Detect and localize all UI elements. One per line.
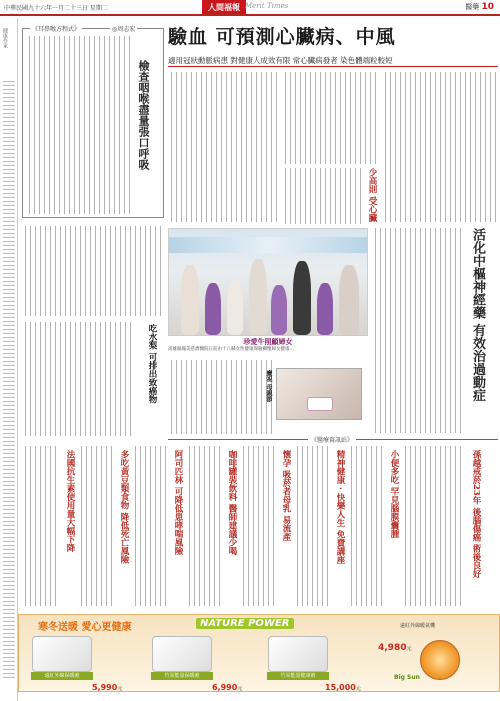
- main-body-text-1: [168, 72, 278, 222]
- photo-person: [317, 283, 333, 335]
- column-author: ◎周志宏: [112, 26, 136, 33]
- photo-banner: [169, 237, 368, 253]
- column-title: 《耳鼻喉方程式》: [32, 26, 81, 33]
- ad-product-image-1: [32, 636, 92, 672]
- antibiotic-headline: 法國抗生素使用量大幅下降: [65, 450, 75, 552]
- page-number: 10: [481, 2, 494, 12]
- photo-person: [181, 265, 199, 335]
- lower-text-2: [78, 446, 114, 606]
- main-body-text-3: [382, 72, 498, 222]
- issue-date: 中華民國九十六年一月二十三日 星期二: [4, 5, 108, 12]
- group-photo: [168, 228, 368, 336]
- ad-product-label-2: 竹炭能量保暖被: [151, 672, 213, 680]
- lower-text-8: [402, 446, 462, 606]
- right-story-headline: 活化中樞神經藥 有效治過動症: [470, 228, 485, 402]
- cake-photo: [276, 368, 362, 420]
- photo-person: [227, 281, 243, 335]
- ad-product-price-1: 5,990元: [92, 683, 123, 692]
- photo-person: [339, 265, 359, 335]
- main-body-text-4: [282, 168, 362, 224]
- heater-image: [420, 640, 460, 680]
- photo-caption: 高雄縣鳳美慈濟醫院日前由十八縣女性健康保險關懷婦女健康…: [168, 347, 294, 352]
- aspirin-headline: 阿司匹林 可降低患哮喘風險: [173, 450, 183, 555]
- column-headline: 檢查咽喉盡量張口呼吸: [137, 60, 150, 170]
- lower-text-3: [132, 446, 168, 606]
- newspaper-logo: 人間福報: [202, 0, 246, 14]
- photo-person: [249, 259, 267, 335]
- kids-headline: 小便多吃 罕見腦膜囊腫: [389, 450, 399, 538]
- lower-text-1: [22, 446, 60, 606]
- main-headline: 驗血 可預測心臟病、中風: [168, 26, 396, 48]
- lower-text-6: [294, 446, 330, 606]
- side-story-headline: 少高則 受心臟: [367, 168, 377, 222]
- section-label: [465, 2, 494, 12]
- pregnancy-headline: 懷孕 吸菸者母乳 易流產: [281, 450, 291, 541]
- ad-product-price-2: 6,990元: [212, 683, 243, 692]
- right-story-text: [372, 228, 464, 433]
- ad-product-price-3: 15,000元: [325, 683, 361, 692]
- left-strip-label: 健康作家: [2, 28, 8, 48]
- ad-brand: NATURE POWER: [196, 618, 294, 629]
- section-name: 醫藥: [465, 3, 480, 11]
- section-title: 《醫療資訊站》: [308, 435, 356, 444]
- coffee-headline: 咖啡罐裝飲料 醫師建議少喝: [227, 450, 237, 555]
- cake: [307, 397, 333, 411]
- column-body-text: [26, 36, 130, 214]
- ad-heater-price: 4,980元: [378, 643, 412, 653]
- ad-brand-stamp: Big Sun: [394, 674, 420, 681]
- middle-text-1: [168, 360, 272, 434]
- lower-text-5: [240, 446, 276, 606]
- left-page-strip: [0, 18, 18, 701]
- sun-yueh-headline: 孫越戒菸23年 後腦傷癌 術後良好: [471, 450, 481, 579]
- photo-person: [205, 283, 221, 335]
- ad-product-label-3: 竹炭能量健康被: [267, 672, 329, 680]
- photo-person: [293, 261, 311, 335]
- left-strip-text-lines: [3, 78, 15, 678]
- ad-product-image-3: [268, 636, 328, 672]
- photo-person: [271, 285, 287, 335]
- ad-heater-title: 遠紅外線暖氣機: [400, 623, 436, 629]
- ad-product-label-1: 遠紅外線保暖被: [31, 672, 93, 680]
- headline-rule: [168, 66, 498, 67]
- ad-headline: 寒冬送暖 愛心更健康: [38, 622, 132, 633]
- left-lower-text-2: [22, 322, 134, 436]
- fruit-story-headline: 吃水梨 可排出致癌物: [147, 324, 157, 404]
- lower-text-4: [186, 446, 222, 606]
- ad-product-image-2: [152, 636, 212, 672]
- soy-headline: 多吃黃豆類食物 降低死亡風險: [119, 450, 129, 564]
- main-subheadline: 適用冠狀動脈病患 對健康人成效有限 常心臟病發者 染色體端粒較短: [168, 56, 393, 65]
- left-lower-text-1: [22, 226, 164, 316]
- main-body-text-2: [282, 72, 378, 164]
- cake-caption: 慶祝 母親節: [265, 370, 272, 403]
- lower-text-7: [348, 446, 384, 606]
- photo-caption-title: 珍愛牛照顧婦女: [243, 337, 293, 346]
- page-header: [0, 0, 500, 16]
- seminar-headline: 精神健康 · 快樂人生 免費講座: [335, 450, 345, 564]
- newspaper-logo-subtitle: Merit Times: [245, 2, 289, 10]
